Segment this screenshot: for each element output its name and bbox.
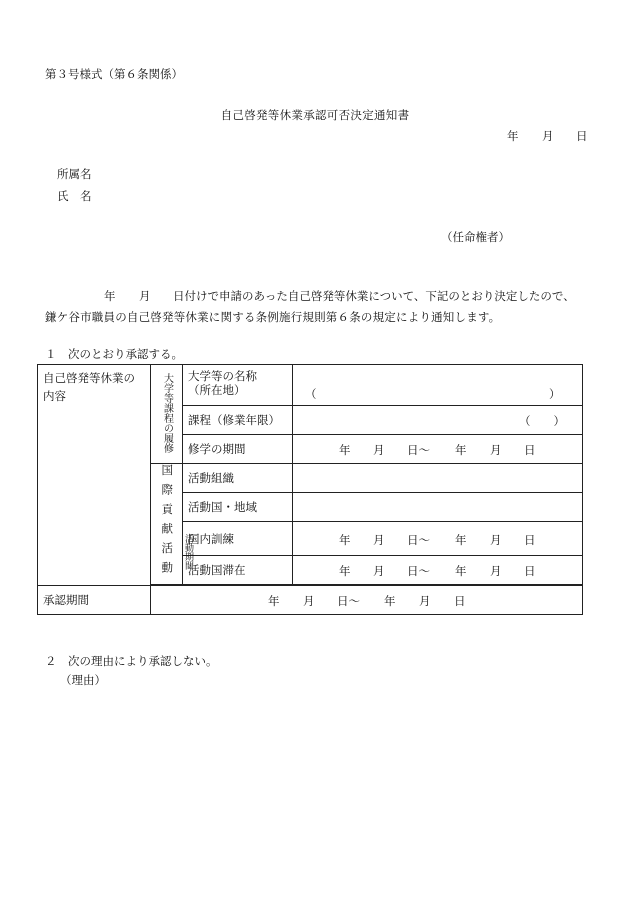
domestic-from-day: 日～ <box>407 532 430 547</box>
approval-period-value-cell[interactable] <box>151 586 583 615</box>
document-title: 自己啓発等休業承認可否決定通知書 <box>220 108 410 122</box>
univ-location-close-paren: ） <box>549 387 561 401</box>
name-label: 氏 名 <box>57 189 92 203</box>
domestic-value-cell[interactable] <box>293 522 583 556</box>
approval-period-label-cell <box>38 586 151 615</box>
form-number: 第３号様式（第６条関係） <box>45 67 183 81</box>
overseas-to-month: 月 <box>490 564 502 578</box>
study-period-dates <box>293 435 582 463</box>
univ-location-label: （所在地） <box>188 383 246 397</box>
issue-day-label: 日 <box>576 129 588 143</box>
domestic-from-year: 年 <box>339 532 351 547</box>
univ-name-label: 大学等の名称 <box>188 369 257 383</box>
section2-heading: ２ 次の理由により承認しない。 <box>45 654 218 668</box>
domestic-dates <box>293 525 582 553</box>
domestic-label: 国内訓練 <box>188 531 234 546</box>
approval-period-dates <box>151 586 582 614</box>
overseas-label: 活動国滞在 <box>188 563 246 577</box>
overseas-to-year: 年 <box>455 564 467 578</box>
overseas-to-day: 日 <box>524 564 536 578</box>
intl-group-label: 国際貢献活動 <box>160 464 175 581</box>
course-label-cell <box>183 406 293 435</box>
body-line2: 鎌ケ谷市職員の自己啓発等休業に関する条例施行規則第６条の規定により通知します。 <box>45 310 501 324</box>
reason-label: （理由） <box>60 673 106 687</box>
study-period-value-cell[interactable] <box>293 435 583 464</box>
issue-year-label: 年 <box>507 129 519 143</box>
approval-from-year: 年 <box>268 594 280 608</box>
study-to-year: 年 <box>455 443 467 457</box>
study-from-year: 年 <box>339 443 351 457</box>
overseas-from-year: 年 <box>339 564 351 578</box>
approval-period-label: 承認期間 <box>43 593 89 607</box>
domestic-from-month: 月 <box>373 532 385 547</box>
approval-table <box>37 364 583 615</box>
approval-from-day: 日～ <box>337 594 360 608</box>
study-to-month: 月 <box>490 443 502 457</box>
overseas-dates <box>293 556 582 584</box>
period-group-label: 活動期間 <box>183 533 193 570</box>
domestic-to-day: 日 <box>524 532 536 547</box>
overseas-from-day: 日～ <box>407 564 430 578</box>
domestic-to-year: 年 <box>455 532 467 547</box>
content-label: 自己啓発等休業の内容 <box>43 371 135 403</box>
body-line1: 日付けで申請のあった自己啓発等休業について、下記のとおり決定したので、 <box>173 289 575 303</box>
course-value-cell[interactable] <box>293 406 583 435</box>
study-period-label: 修学の期間 <box>188 442 246 456</box>
country-label: 活動国・地域 <box>188 500 257 514</box>
overseas-label-cell <box>183 556 293 585</box>
body-month-label: 月 <box>139 289 151 303</box>
section1-heading: １ 次のとおり承認する。 <box>45 347 183 361</box>
university-group-label: 大学等課程の履修 <box>161 372 173 453</box>
domestic-to-month: 月 <box>490 532 502 547</box>
intl-group-cell <box>151 464 183 585</box>
approval-from-month: 月 <box>303 594 315 608</box>
study-from-day: 日～ <box>407 443 430 457</box>
approval-to-year: 年 <box>384 594 396 608</box>
org-label-cell <box>183 464 293 493</box>
univ-location-open-paren: （ <box>305 387 317 401</box>
domestic-label-cell <box>183 522 293 556</box>
org-label: 活動組織 <box>188 471 234 485</box>
content-label-cell <box>38 365 151 586</box>
org-value-cell[interactable] <box>293 464 583 493</box>
study-from-month: 月 <box>373 443 385 457</box>
univ-name-label-cell <box>183 365 293 406</box>
course-label: 課程（修業年限） <box>188 413 280 427</box>
university-group-cell <box>151 365 183 464</box>
appointer-label: （任命権者） <box>441 230 510 244</box>
study-to-day: 日 <box>524 443 536 457</box>
overseas-value-cell[interactable] <box>293 556 583 585</box>
issue-month-label: 月 <box>542 129 554 143</box>
affiliation-label: 所属名 <box>57 167 92 181</box>
univ-name-value-cell[interactable] <box>293 365 583 406</box>
country-label-cell <box>183 493 293 522</box>
approval-to-day: 日 <box>454 594 466 608</box>
country-value-cell[interactable] <box>293 493 583 522</box>
study-period-label-cell <box>183 435 293 464</box>
body-year-label: 年 <box>104 289 116 303</box>
overseas-from-month: 月 <box>373 564 385 578</box>
course-years-paren: （ ） <box>519 414 565 428</box>
approval-to-month: 月 <box>419 594 431 608</box>
